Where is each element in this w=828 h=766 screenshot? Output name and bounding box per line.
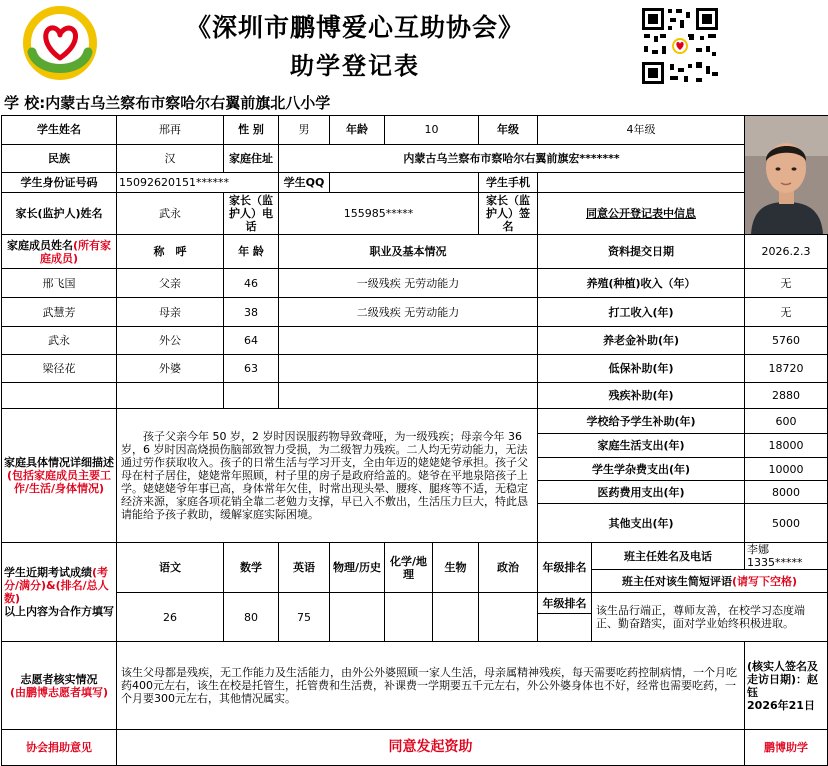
exam-label [2,543,117,642]
member-age-empty [224,383,279,409]
family-name-header-note: (所有家庭成员) [39,238,112,265]
member-age-header: 年 龄 [224,235,279,269]
volunteer-label [2,642,117,730]
gender-label: 性 别 [224,116,279,145]
student-name: 邢再 [117,116,224,145]
member-occupation: 一级残疾 无劳动能力 [279,269,538,298]
school-name: 内蒙古乌兰察布市察哈尔右翼前旗北八小学 [45,94,331,112]
member-age: 64 [224,327,279,355]
teacher-label: 班主任姓名及电话 [592,543,745,570]
other-expense-value: 5000 [745,504,828,543]
member-occupation: 二级残疾 无劳动能力 [279,298,538,327]
work-income-label: 打工收入(年) [538,298,745,327]
student-photo-image [745,116,828,234]
member-age: 46 [224,269,279,298]
situation-label-note: (包括家庭成员主要工作/生活/身体情况) [6,469,112,495]
situation-label [2,409,117,543]
situation-description: 孩子父亲今年 50 岁，2 岁时因误服药物导致聋哑，为一级残疾；母亲今年 36 岁，6 岁时因高烧损伤脑部致智力受损，为二级智力残疾。二人均无劳动能力，无法通过劳作获取收入。孩子的日常生活与学习开支，全由年迈的姥姥姥爷承担。孩子父母在村子居住，姥姥常年照顾，村子里的房子是政府给盖的。姥爷在平地泉陪孩子上学。姥姥姥爷年事已高，身体常年欠佳，时常出现头晕、腰疼、腿疼等不适，无稳定经济来源，家庭各项花销全靠二老勉力支撑，早已入不敷出，生活压力巨大，特此恳请能给予孩子救助，缓解家庭实际困境。 [117,409,538,543]
grade-value: 4年级 [538,116,745,145]
farming-income-label: 养殖(种植)收入（年） [538,269,745,298]
score-physics-history [330,593,385,642]
member-name-empty [2,383,117,409]
guardian-value: 武永 [117,192,224,235]
member-relation: 母亲 [117,298,224,327]
phone-label: 学生手机 [479,173,538,192]
subject-chinese: 语文 [117,543,224,593]
member-age: 63 [224,355,279,383]
work-income-value: 无 [745,298,828,327]
verifier-info [745,642,828,730]
volunteer-label-text: 志愿者核实情况 [20,672,98,686]
member-occupation-empty [279,383,538,409]
school-aid-value: 600 [745,409,828,434]
subject-politics: 政治 [479,543,538,593]
qq-value [330,173,479,192]
dibao-value: 18720 [745,355,828,383]
id-label: 学生身份证号码 [2,173,117,192]
score-english: 75 [279,593,330,642]
medical-expense-label: 医药费用支出(年) [538,481,745,504]
exam-label-note: (考分/满分)&(排名/总人数) [4,566,109,605]
score-politics [479,593,538,642]
score-biology [433,593,479,642]
verifier-name: 赵钰 [747,672,819,699]
guardian-phone-label: 家长（监护人）电话 [224,192,279,235]
ethnicity-value: 汉 [117,144,224,173]
student-name-label: 学生姓名 [2,116,117,145]
qr-code-icon [640,6,720,86]
member-occupation [279,355,538,383]
submit-date-label: 资料提交日期 [538,235,745,269]
gender-value: 男 [279,116,330,145]
qq-label: 学生QQ [279,173,330,192]
ethnicity-label: 民族 [2,144,117,173]
subject-math: 数学 [224,543,279,593]
exam-label-extra: 以上内容为合作方填写 [4,605,114,618]
rank-label-2: 年级排名 [538,593,592,614]
member-name: 武慧芳 [2,298,117,327]
subject-english: 英语 [279,543,330,593]
farming-income-value: 无 [745,269,828,298]
disability-aid-label: 残疾补助(年) [538,383,745,409]
situation-label-text: 家庭具体情况详细描述 [4,456,114,469]
pension-value: 5760 [745,327,828,355]
phone-value [538,173,745,192]
guardian-phone-value: 155985***** [279,192,479,235]
rank-value [538,614,592,642]
verifier-label: (核实人签名及走访日期)： [747,659,819,686]
document-subtitle: 助学登记表 [290,51,420,80]
living-expense-label: 家庭生活支出(年) [538,434,745,458]
age-label: 年龄 [330,116,385,145]
rank-label: 年级排名 [538,543,592,593]
member-occupation [279,327,538,355]
misc-fee-label: 学生学杂费支出(年) [538,458,745,481]
school-aid-label: 学校给予学生补助(年) [538,409,745,434]
association-logo-icon [18,4,102,82]
age-value: 10 [385,116,479,145]
family-name-header [2,235,117,269]
volunteer-label-note: (由鹏博志愿者填写) [9,685,109,699]
dibao-label: 低保补助(年) [538,355,745,383]
teacher-comment-label [592,570,828,593]
misc-fee-value: 10000 [745,458,828,481]
teacher-comment-label-note: (请写下空格) [731,574,798,588]
submit-date-value: 2026.2.3 [745,235,828,269]
subject-chemistry-geography: 化学/地理 [385,543,433,593]
subject-biology: 生物 [433,543,479,593]
teacher-comment-label-text: 班主任对该生简短评语 [621,574,732,588]
member-relation-empty [117,383,224,409]
living-expense-value: 18000 [745,434,828,458]
guardian-label: 家长(监护人)姓名 [2,192,117,235]
member-relation: 父亲 [117,269,224,298]
id-value: 15092620151****** [117,173,279,192]
relation-header: 称 呼 [117,235,224,269]
student-photo [745,116,828,235]
member-relation: 外公 [117,327,224,355]
school-line [4,92,330,113]
score-chemistry-geography [385,593,433,642]
guardian-sign-label: 家长（监护人）签名 [479,192,538,235]
member-age: 38 [224,298,279,327]
address-value: 内蒙古乌兰察布市察哈尔右翼前旗宏******* [279,144,745,173]
document-title: 《深圳市鹏博爱心互助协会》 [185,13,524,42]
teacher-value: 李娜 1335***** [745,543,828,570]
header [0,0,728,86]
pension-label: 养老金补助(年) [538,327,745,355]
exam-label-text: 学生近期考试成绩 [4,566,92,579]
member-name: 邢飞国 [2,269,117,298]
brand-label: 鹏博助学 [745,730,828,766]
registration-form [1,115,828,766]
member-relation: 外婆 [117,355,224,383]
opinion-value: 同意发起资助 [117,730,745,766]
disability-aid-value: 2880 [745,383,828,409]
member-name: 梁径花 [2,355,117,383]
occupation-header: 职业及基本情况 [279,235,538,269]
grade-label: 年级 [479,116,538,145]
score-chinese: 26 [117,593,224,642]
member-name: 武永 [2,327,117,355]
verify-date: 2026年21日 [747,698,815,712]
address-label: 家庭住址 [224,144,279,173]
consent-text: 同意公开登记表中信息 [538,192,745,235]
opinion-label: 协会捐助意见 [2,730,117,766]
medical-expense-value: 8000 [745,481,828,504]
score-math: 80 [224,593,279,642]
teacher-comment: 该生品行端正，尊师友善，在校学习态度端正、勤奋踏实，面对学业始终积极进取。 [592,593,828,642]
other-expense-label: 其他支出(年) [538,504,745,543]
school-label: 学 校: [4,94,46,112]
subject-physics-history: 物理/历史 [330,543,385,593]
family-name-header-label: 家庭成员姓名 [6,238,73,252]
volunteer-verification: 该生父母都是残疾，无工作能力及生活能力，由外公外婆照顾一家人生活，母亲属精神残疾，每天需要吃药控制病情，一个月吃药400元左右，该生在校是托管生，托管费和生活费，补课费一学期要五千元左右，外公外婆身体也不好，经常也需要吃药，一个月要300元左右，其他情况属实。 [117,642,745,730]
